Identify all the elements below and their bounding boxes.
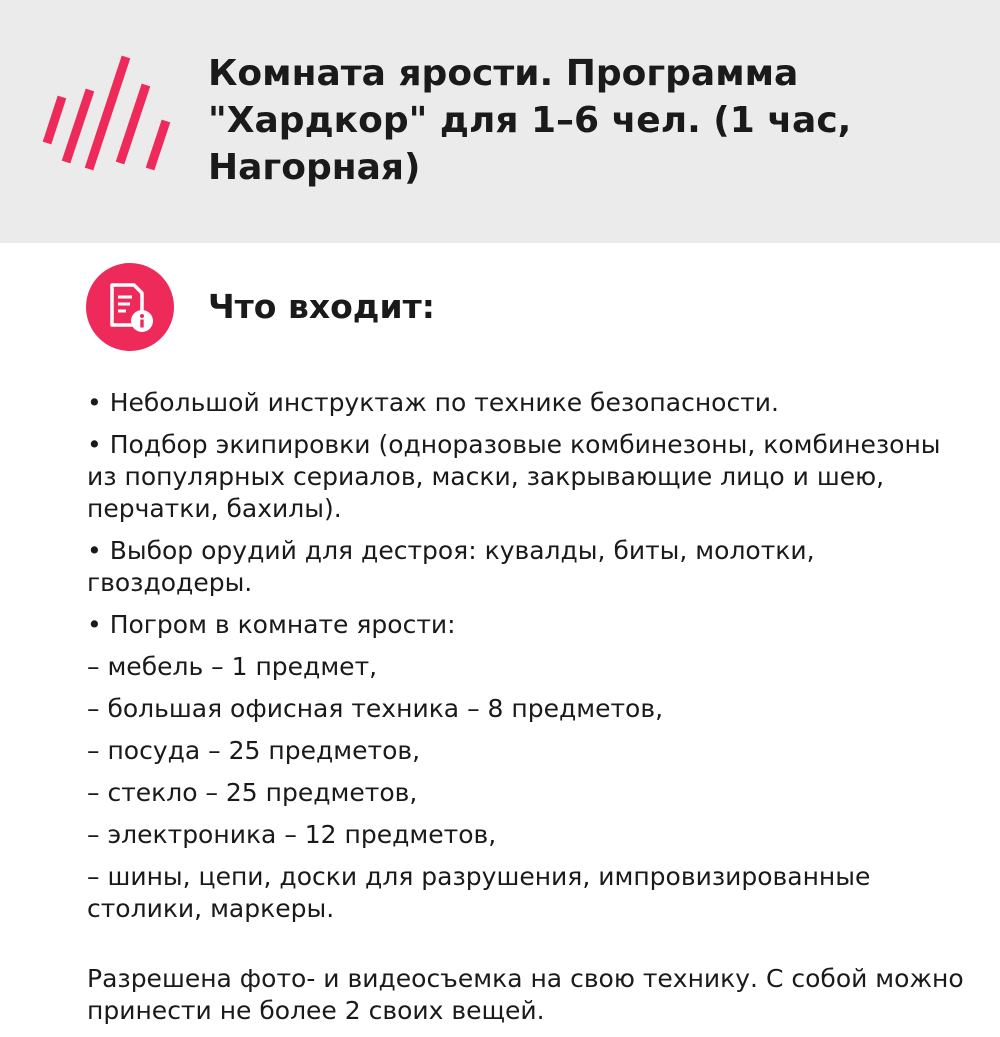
list-item: • Погром в комнате ярости: bbox=[87, 610, 456, 639]
list-item: – шины, цепи, доски для разрушения, импровизированные столики, маркеры. bbox=[87, 862, 871, 923]
list-item: – большая офисная техника – 8 предметов, bbox=[87, 694, 664, 723]
list-item: – посуда – 25 предметов, bbox=[87, 736, 421, 765]
list-item: • Подбор экипировки (одноразовые комбинезоны, комбинезоны из популярных сериалов, маски, закрывающие лицо и шею, перчатки, бахилы). bbox=[87, 430, 941, 523]
document-info-icon bbox=[86, 263, 174, 351]
header-banner bbox=[0, 0, 1000, 243]
media-note: Разрешена фото- и видеосъемка на свою технику. С собой можно принести не более 2 своих вещей. bbox=[87, 964, 964, 1025]
list-item: – электроника – 12 предметов, bbox=[87, 820, 497, 849]
list-item: – стекло – 25 предметов, bbox=[87, 778, 418, 807]
list-item: • Небольшой инструктаж по технике безопасности. bbox=[87, 388, 779, 417]
page-title: Комната ярости. Программа "Хардкор" для 1–6 чел. (1 час, Нагорная) bbox=[208, 53, 852, 188]
list-item: • Выбор орудий для дестроя: кувалды, биты, молотки, гвоздодеры. bbox=[87, 536, 815, 597]
list-item: – мебель – 1 предмет, bbox=[87, 652, 378, 681]
slash-stripes-logo-icon bbox=[42, 55, 172, 175]
section-title: Что входит: bbox=[208, 287, 435, 326]
included-list bbox=[87, 387, 977, 1037]
